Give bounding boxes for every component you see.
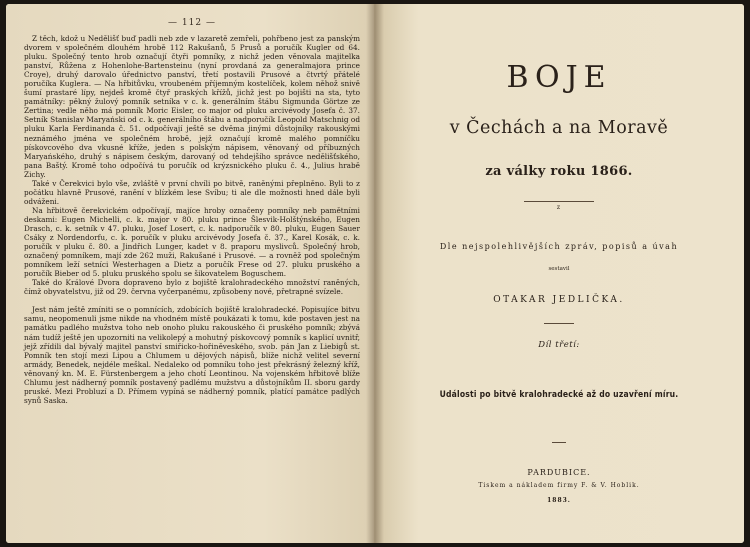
z-mark: z bbox=[556, 204, 562, 211]
book-title: BOJE bbox=[506, 60, 612, 95]
printer-line: Tiskem a nákladem firmy F. & V. Hoblik. bbox=[478, 482, 640, 489]
sources-line: Dle nejspolehlivějších zpráv, popisů a úvah bbox=[439, 242, 679, 251]
page-body bbox=[24, 34, 360, 405]
book-gutter bbox=[366, 4, 384, 543]
page-number: — 112 — bbox=[168, 18, 216, 28]
book-spread bbox=[6, 4, 744, 543]
left-page bbox=[6, 4, 374, 543]
paragraph: Na hřbitově čerekvickém odpočívají, majíce hroby označeny pomníky neb pamětními deskami: Eugen Michelli, c. k. major v 80. pluku prince Šlesvik-Holštýnského, Eugen Drasch, c. k. setník v 47. pluku, Josef Losert, c. k. nadporučík v 80. pluku, Eugen Sauer Csáky z Nordendorfu, c. k. poručík v pluku arcivévody Josefa č. 37., Karel Kosák, c. k. poručík v pluku č. 80. a Jindřich Lunger, kadet v 8. praporu myslivců. Společný hrob, označený pomníkem, mají zde 262 muži, Rakušané i Prusové. — a rovněž pod společným pomníkem leží setníci Westerhagen a Dietz a poručík Frese od 27. pluku pruského a poručík Bieber od 5. pluku pruského spolu se šikovatelem Boguschem. bbox=[24, 205, 360, 279]
paragraph: Z těch, kdož u Nedělišť buď padli neb zde v lazaretě zemřeli, pohřbeno jest za panským dvorem v společném dlouhém hrobě 112 Rakušanů, 5 Prusů a poručík Kugler od 64. pluku. Společný tento hrob označují čtyři pomníky, z nichž jeden věnovala majitelka panství, Růžena z Hohenlohe-Bartensteinu (nyní provdaná za generalmajora prince Croye), druhý darovalo úřednictvo panství, třetí postavili Prusové a čtvrtý přátelé poručíka Kuglera. — Na hřbitůvku, vroubeném příjemným kostelíček, kolem něhož snivě šumí prastaré lípy, nejdeš kromě čtyř praských křížů, jichž jest po bojišti na sta, tyto památníky: pěkný žulový pomník setníka v c. k. generálním štábu Sigmunda Görtze ze Zertina; vedle něho má pomník Moric Eisler, co major od pluku arcivévody Josefa č. 37. Setník Stanislav Maryański od c. k. generálního štábu a nadporučík Leopold Matschnig od pluku Karla Ferdinanda č. 51. odpočívají ještě se dvěma jinými důstojníky rakouskými neznámého jména ve společném hrobě, jejž označují kromě malého pomníčku pískovcového dva vkusné kříže, jeden s polským nápisem, věnovaný od příbuzných Maryańského, druhý s nápisem českým, darovaný od tehdejšího správce nedělišťského, pana Baštý. Kromě toho odpočívá tu poručík od krýzsnického pluku č. 4., Julius hrabě Zichy. bbox=[24, 34, 360, 179]
part-label: Díl třetí: bbox=[538, 340, 580, 350]
book-subtitle: v Čechách a na Moravě bbox=[449, 118, 669, 138]
part-title: Události po bitvě kralohradecké až do uzavření míru. bbox=[439, 390, 679, 400]
divider-rule bbox=[552, 442, 566, 443]
divider-rule bbox=[544, 323, 574, 324]
paragraph: Také do Králové Dvora dopraveno bylo z bojiště kralohradeckého množství raněných, čímž obyvatelstvu, již od 29. června vyčerpanému, způsobeny nové, přetrapné svízele. bbox=[24, 278, 360, 297]
title-page bbox=[374, 4, 744, 543]
paragraph: Jest nám ještě zmíniti se o pomnících, zdobících bojiště kralohradecké. Popisujíce bitvu samu, neopomenuli jsme nikde na vhodném místě poukázati k tomu, kde postaven jest na památku padlého mužstva toho neb onoho pluku rakouského či pruského pomník; zbývá nám tudíž ještě jen upozorniti na velikolepý a mohutný pískovcový pomník s kaplicí uvnitř, jejž zřídili dal bývalý majitel panství smiřicko-hořiněveského, svob. pán Jan z Liebigů st. Pomník ten stojí mezi Lipou a Chlumem u dějových nápisů, blíže nichž velitel severní armády, Benedek, nejdéle meškal. Nedaleko od pomníku toho jest překrásný železný kříž, věnovaný kn. M. E. Fürstenbergem a jeho chotí Leontinou. Na vojenském hřbitově blíže Chlumu jest nádherný pomník postavený padlému mužstvu a důstojníkům II. sboru gardy pruské. Mezi Probluzí a D. Přímem vypíná se nádherný pomník, platící památce padlých synů Saska. bbox=[24, 305, 360, 405]
compiled-by: sestavil bbox=[548, 266, 570, 272]
author-name: OTAKAR JEDLIČKA. bbox=[493, 295, 625, 305]
divider-rule bbox=[524, 201, 594, 202]
war-year-line: za války roku 1866. bbox=[485, 164, 633, 179]
publisher-city: PARDUBICE. bbox=[527, 468, 591, 477]
publication-year: 1883. bbox=[547, 497, 571, 504]
paragraph: Také v Čerekvici bylo vše, zvláště v první chvíli po bitvě, raněnými přeplněno. Byli to z počátku hlavně Prusové, ranění v blízkém lese Svíbu; ti ale dle možnosti hned dále byli odváženi. bbox=[24, 178, 360, 206]
